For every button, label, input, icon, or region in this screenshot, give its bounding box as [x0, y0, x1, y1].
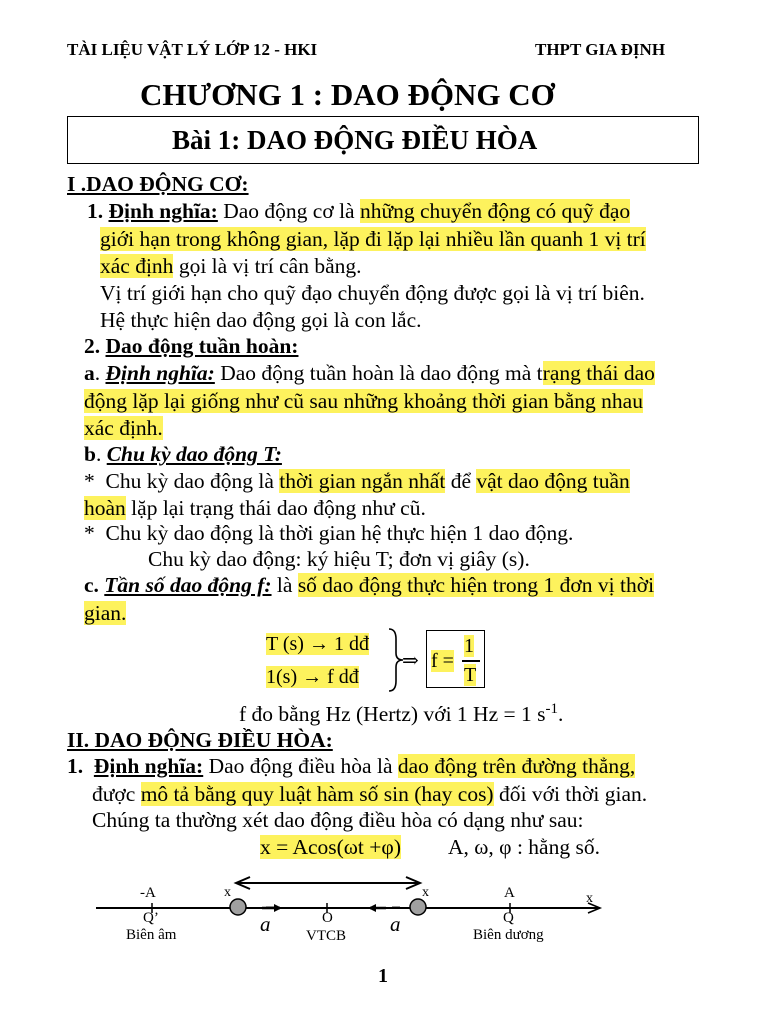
- def2-label: Định nghĩa:: [93, 754, 204, 778]
- item2c-letter: c.: [84, 573, 99, 597]
- bullet-star: *: [84, 469, 95, 493]
- def2-line3: Chúng ta thường xét dao động điều hòa có dạng như sau:: [92, 808, 584, 832]
- label-x-left: x: [224, 885, 231, 900]
- ball-right: [410, 899, 426, 915]
- item2a-line2: [84, 391, 643, 413]
- def2-highlight-a: dao động trên đường thẳng,: [397, 754, 636, 778]
- label-axis-x: x: [586, 891, 593, 906]
- item2b1-highlight-1: thời gian ngắn nhất: [279, 469, 446, 493]
- item2c-line2: [84, 603, 126, 625]
- def1-highlight-c: xác định: [100, 254, 174, 278]
- item2c-text: là: [271, 573, 298, 597]
- item2c-label: Tần số dao động f:: [104, 573, 272, 597]
- item2c-highlight-1: số dao động thực hiện trong 1 đơn vị thời: [297, 573, 655, 597]
- item2b-letter: b: [84, 442, 96, 466]
- accel-arrow-right-icon: [368, 904, 376, 912]
- equation: x = Acos(ωt +φ): [260, 835, 401, 859]
- constants-note: A, ω, φ : hằng số.: [448, 835, 600, 859]
- implies-arrow: ⇒: [402, 650, 419, 672]
- page-number: 1: [378, 965, 388, 987]
- item2b1-text: Chu kỳ dao động là: [105, 469, 280, 493]
- label-a: A: [504, 885, 515, 901]
- unit-superscript: -1: [545, 701, 558, 717]
- chapter-title: CHƯƠNG 1 : DAO ĐỘNG CƠ: [140, 77, 555, 112]
- item2a-highlight-2: động lặp lại giống như cũ sau những khoảng thời gian bằng nhau: [84, 389, 643, 413]
- fraction-bar: [462, 660, 480, 662]
- label-bien-am: Biên âm: [126, 927, 177, 943]
- unit-line: f đo bằng Hz (Hertz) với 1 Hz = 1 $s^{-1}$.: [239, 701, 564, 727]
- def1-line3: [100, 256, 362, 278]
- item2b1-highlight-2: vật dao động tuần: [476, 469, 630, 493]
- section-1-heading: I .DAO ĐỘNG CƠ:: [67, 172, 249, 196]
- def1-highlight-a: những chuyển động có quỹ đạo: [359, 199, 631, 223]
- item2b-label: Chu kỳ dao động T:: [106, 442, 282, 466]
- item2b-line3: [84, 523, 573, 545]
- item2b-line2: [84, 498, 426, 520]
- label-minus-a: -A: [140, 885, 156, 901]
- accel-arrow-left-icon: [274, 904, 282, 912]
- label-o: O: [322, 910, 333, 926]
- item2c-line1: [84, 575, 654, 597]
- label-a-right: a: [390, 912, 401, 936]
- formula-row2: 1(s) → f dđ: [266, 666, 359, 688]
- item2b1-mid: để: [445, 469, 477, 493]
- formula-row1: T (s) → 1 dđ: [266, 633, 369, 655]
- lesson-title: Bài 1: DAO ĐỘNG ĐIỀU HÒA: [172, 125, 538, 155]
- label-bien-duong: Biên dương: [473, 927, 544, 943]
- item2-heading: [84, 336, 298, 358]
- def1-line2: [100, 229, 646, 251]
- def1-num: 1.: [87, 199, 104, 223]
- def2-line1: [67, 756, 635, 778]
- item2b-line1: [84, 471, 630, 493]
- def1-line5: Hệ thực hiện dao động gọi là con lắc.: [100, 308, 422, 332]
- item2a-highlight-3: xác định.: [84, 416, 163, 440]
- item2b-line4: Chu kỳ dao động: ký hiệu T; đơn vị giây (s).: [148, 547, 530, 571]
- formula-denominator: T: [464, 664, 477, 686]
- item2b2-text: Chu kỳ dao động là thời gian hệ thực hiện 1 dao động.: [105, 521, 574, 545]
- item2a-highlight-1: rạng thái dao: [542, 361, 655, 385]
- header-left: TÀI LIỆU VẬT LÝ LỚP 12 - HKI: [67, 40, 318, 59]
- def2-highlight-b: mô tả bằng quy luật hàm số sin (hay cos): [140, 782, 494, 806]
- item2a-line1: a. Định nghĩa: Dao động tuần hoàn là dao động mà trạng thái dao: [84, 361, 655, 385]
- label-q-prime: Q’: [143, 910, 159, 926]
- label-vtcb: VTCB: [306, 928, 347, 944]
- ball-left: [230, 899, 246, 915]
- def1-text-c: gọi là vị trí cân bằng.: [173, 254, 362, 278]
- header-right: THPT GIA ĐỊNH: [535, 40, 666, 59]
- item2b1-highlight-3: hoàn: [84, 496, 126, 520]
- formula-numerator: 1: [464, 635, 474, 657]
- def1-line1: [87, 201, 630, 223]
- formula-lhs: f =: [431, 650, 454, 672]
- def1-text-a: Dao động cơ là: [217, 199, 360, 223]
- item2b1-end: lặp lại trạng thái dao động như cũ.: [125, 496, 426, 520]
- label-x-right: x: [422, 885, 429, 900]
- def1-line4: Vị trí giới hạn cho quỹ đạo chuyển động được gọi là vị trí biên.: [100, 281, 645, 305]
- item2a-label: Định nghĩa:: [105, 361, 215, 385]
- item2-num: 2.: [84, 334, 101, 358]
- section-2-heading: II. DAO ĐỘNG ĐIỀU HÒA:: [67, 728, 333, 752]
- item2c-highlight-2: gian.: [84, 601, 127, 625]
- item2a-line3: [84, 418, 163, 440]
- def2-line2: được mô tả bằng quy luật hàm số sin (hay cos) đối với thời gian.: [92, 782, 648, 806]
- item2a-letter: a: [84, 361, 95, 385]
- def2-text-a: Dao động điều hòa là: [203, 754, 398, 778]
- label-q: Q: [503, 910, 514, 926]
- def2-num: 1.: [67, 754, 84, 778]
- def1-label: Định nghĩa:: [108, 199, 218, 223]
- item2-label: Dao động tuần hoàn:: [105, 334, 299, 358]
- item2b-heading: b. Chu kỳ dao động T:: [84, 442, 282, 466]
- def1-highlight-b: giới hạn trong không gian, lặp đi lặp lại nhiều lần quanh 1 vị trí: [100, 227, 646, 251]
- bullet-star: *: [84, 521, 95, 545]
- label-a-left: a: [260, 912, 271, 936]
- item2a-text: Dao động tuần hoàn là dao động mà t: [214, 361, 543, 385]
